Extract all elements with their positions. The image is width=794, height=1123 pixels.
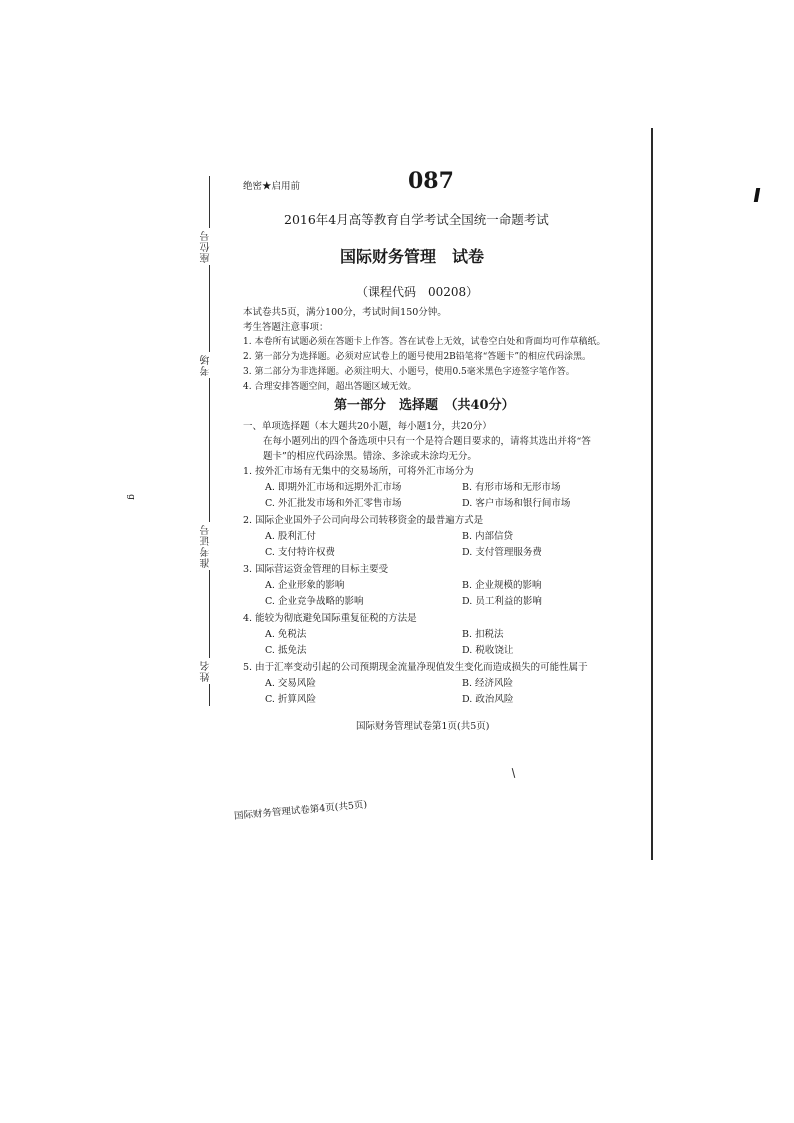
ticket-number-label: 准考证号 — [201, 524, 212, 568]
name-label: 姓名 — [201, 660, 212, 682]
question-1-option-d: D. 客户市场和银行间市场 — [462, 498, 571, 509]
question-5-option-d: D. 政治风险 — [462, 694, 514, 705]
exam-site-label: 考场 — [201, 354, 212, 376]
question-4-option-c: C. 抵免法 — [265, 645, 307, 656]
notes-heading: 考生答题注意事项： — [243, 322, 329, 333]
section-instruction-1: 在每小题列出的四个备选项中只有一个是符合题目要求的，请将其选出并将“答 — [263, 436, 591, 447]
question-3-option-b: B. 企业规模的影响 — [462, 580, 542, 591]
question-4-option-d: D. 税收饶让 — [462, 645, 514, 656]
question-3-option-c: C. 企业竞争战略的影响 — [265, 596, 364, 607]
question-2-option-c: C. 支付特许权费 — [265, 547, 335, 558]
part1-title: 第一部分 选择题 （共40分） — [334, 398, 515, 413]
note-item: 3. 第二部分为非选择题。必须注明大、小题号，使用0.5毫米黑色字迹签字笔作答。 — [243, 367, 575, 377]
question-2-option-b: B. 内部信贷 — [462, 531, 514, 542]
question-4-option-b: B. 扣税法 — [462, 629, 504, 640]
question-1-option-a: A. 即期外汇市场和远期外汇市场 — [265, 482, 402, 493]
question-5-option-b: B. 经济风险 — [462, 678, 514, 689]
question-2-option-d: D. 支付管理服务费 — [462, 547, 542, 558]
exam-title: 2016年4月高等教育自学考试全国统一命题考试 — [284, 212, 549, 227]
question-3-option-a: A. 企业形象的影响 — [265, 580, 345, 591]
section-title: 一、单项选择题（本大题共20小题，每小题1分，共20分） — [243, 421, 492, 432]
question-4-stem: 4. 能较为彻底避免国际重复征税的方法是 — [243, 613, 417, 624]
notes-intro: 本试卷共5页，满分100分，考试时间150分钟。 — [243, 307, 447, 318]
question-1-option-c: C. 外汇批发市场和外汇零售市场 — [265, 498, 402, 509]
page-footer-bleed: 国际财务管理试卷第4页(共5页) — [233, 799, 368, 822]
question-2-option-a: A. 股利汇付 — [265, 531, 316, 542]
question-5-option-c: C. 折算风险 — [265, 694, 316, 705]
question-3-stem: 3. 国际营运资金管理的目标主要受 — [243, 564, 389, 575]
scan-mark — [754, 188, 760, 202]
section-instruction-2: 题卡”的相应代码涂黑。错涂、多涂或未涂均无分。 — [263, 451, 477, 462]
paper-code: 087 — [408, 168, 454, 194]
note-item: 4. 合理安排答题空间，超出答题区域无效。 — [243, 382, 417, 392]
side-mark: g — [125, 494, 136, 500]
question-4-option-a: A. 免税法 — [265, 629, 307, 640]
page-footer: 国际财务管理试卷第1页(共5页) — [356, 721, 490, 732]
scan-edge-line — [651, 128, 653, 860]
note-item: 2. 第一部分为选择题。必须对应试卷上的题号使用2B铅笔将“答题卡”的相应代码涂黑。 — [243, 352, 591, 362]
note-item: 1. 本卷所有试题必须在答题卡上作答。答在试卷上无效，试卷空白处和背面均可作草稿纸。 — [243, 337, 606, 347]
question-1-stem: 1. 按外汇市场有无集中的交易场所，可将外汇市场分为 — [243, 466, 474, 477]
question-5-stem: 5. 由于汇率变动引起的公司预期现金流量净现值发生变化而造成损失的可能性属于 — [243, 662, 588, 673]
paper-title: 国际财务管理 试卷 — [340, 247, 485, 266]
course-code: （课程代码 00208） — [356, 285, 479, 299]
question-1-option-b: B. 有形市场和无形市场 — [462, 482, 561, 493]
question-5-option-a: A. 交易风险 — [265, 678, 316, 689]
seat-number-label: 座位号 — [201, 230, 212, 263]
question-3-option-d: D. 员工利益的影响 — [462, 596, 542, 607]
scan-tick — [512, 768, 516, 778]
confidential-label: 绝密★启用前 — [243, 181, 301, 192]
question-2-stem: 2. 国际企业国外子公司向母公司转移资金的最普遍方式是 — [243, 515, 484, 526]
